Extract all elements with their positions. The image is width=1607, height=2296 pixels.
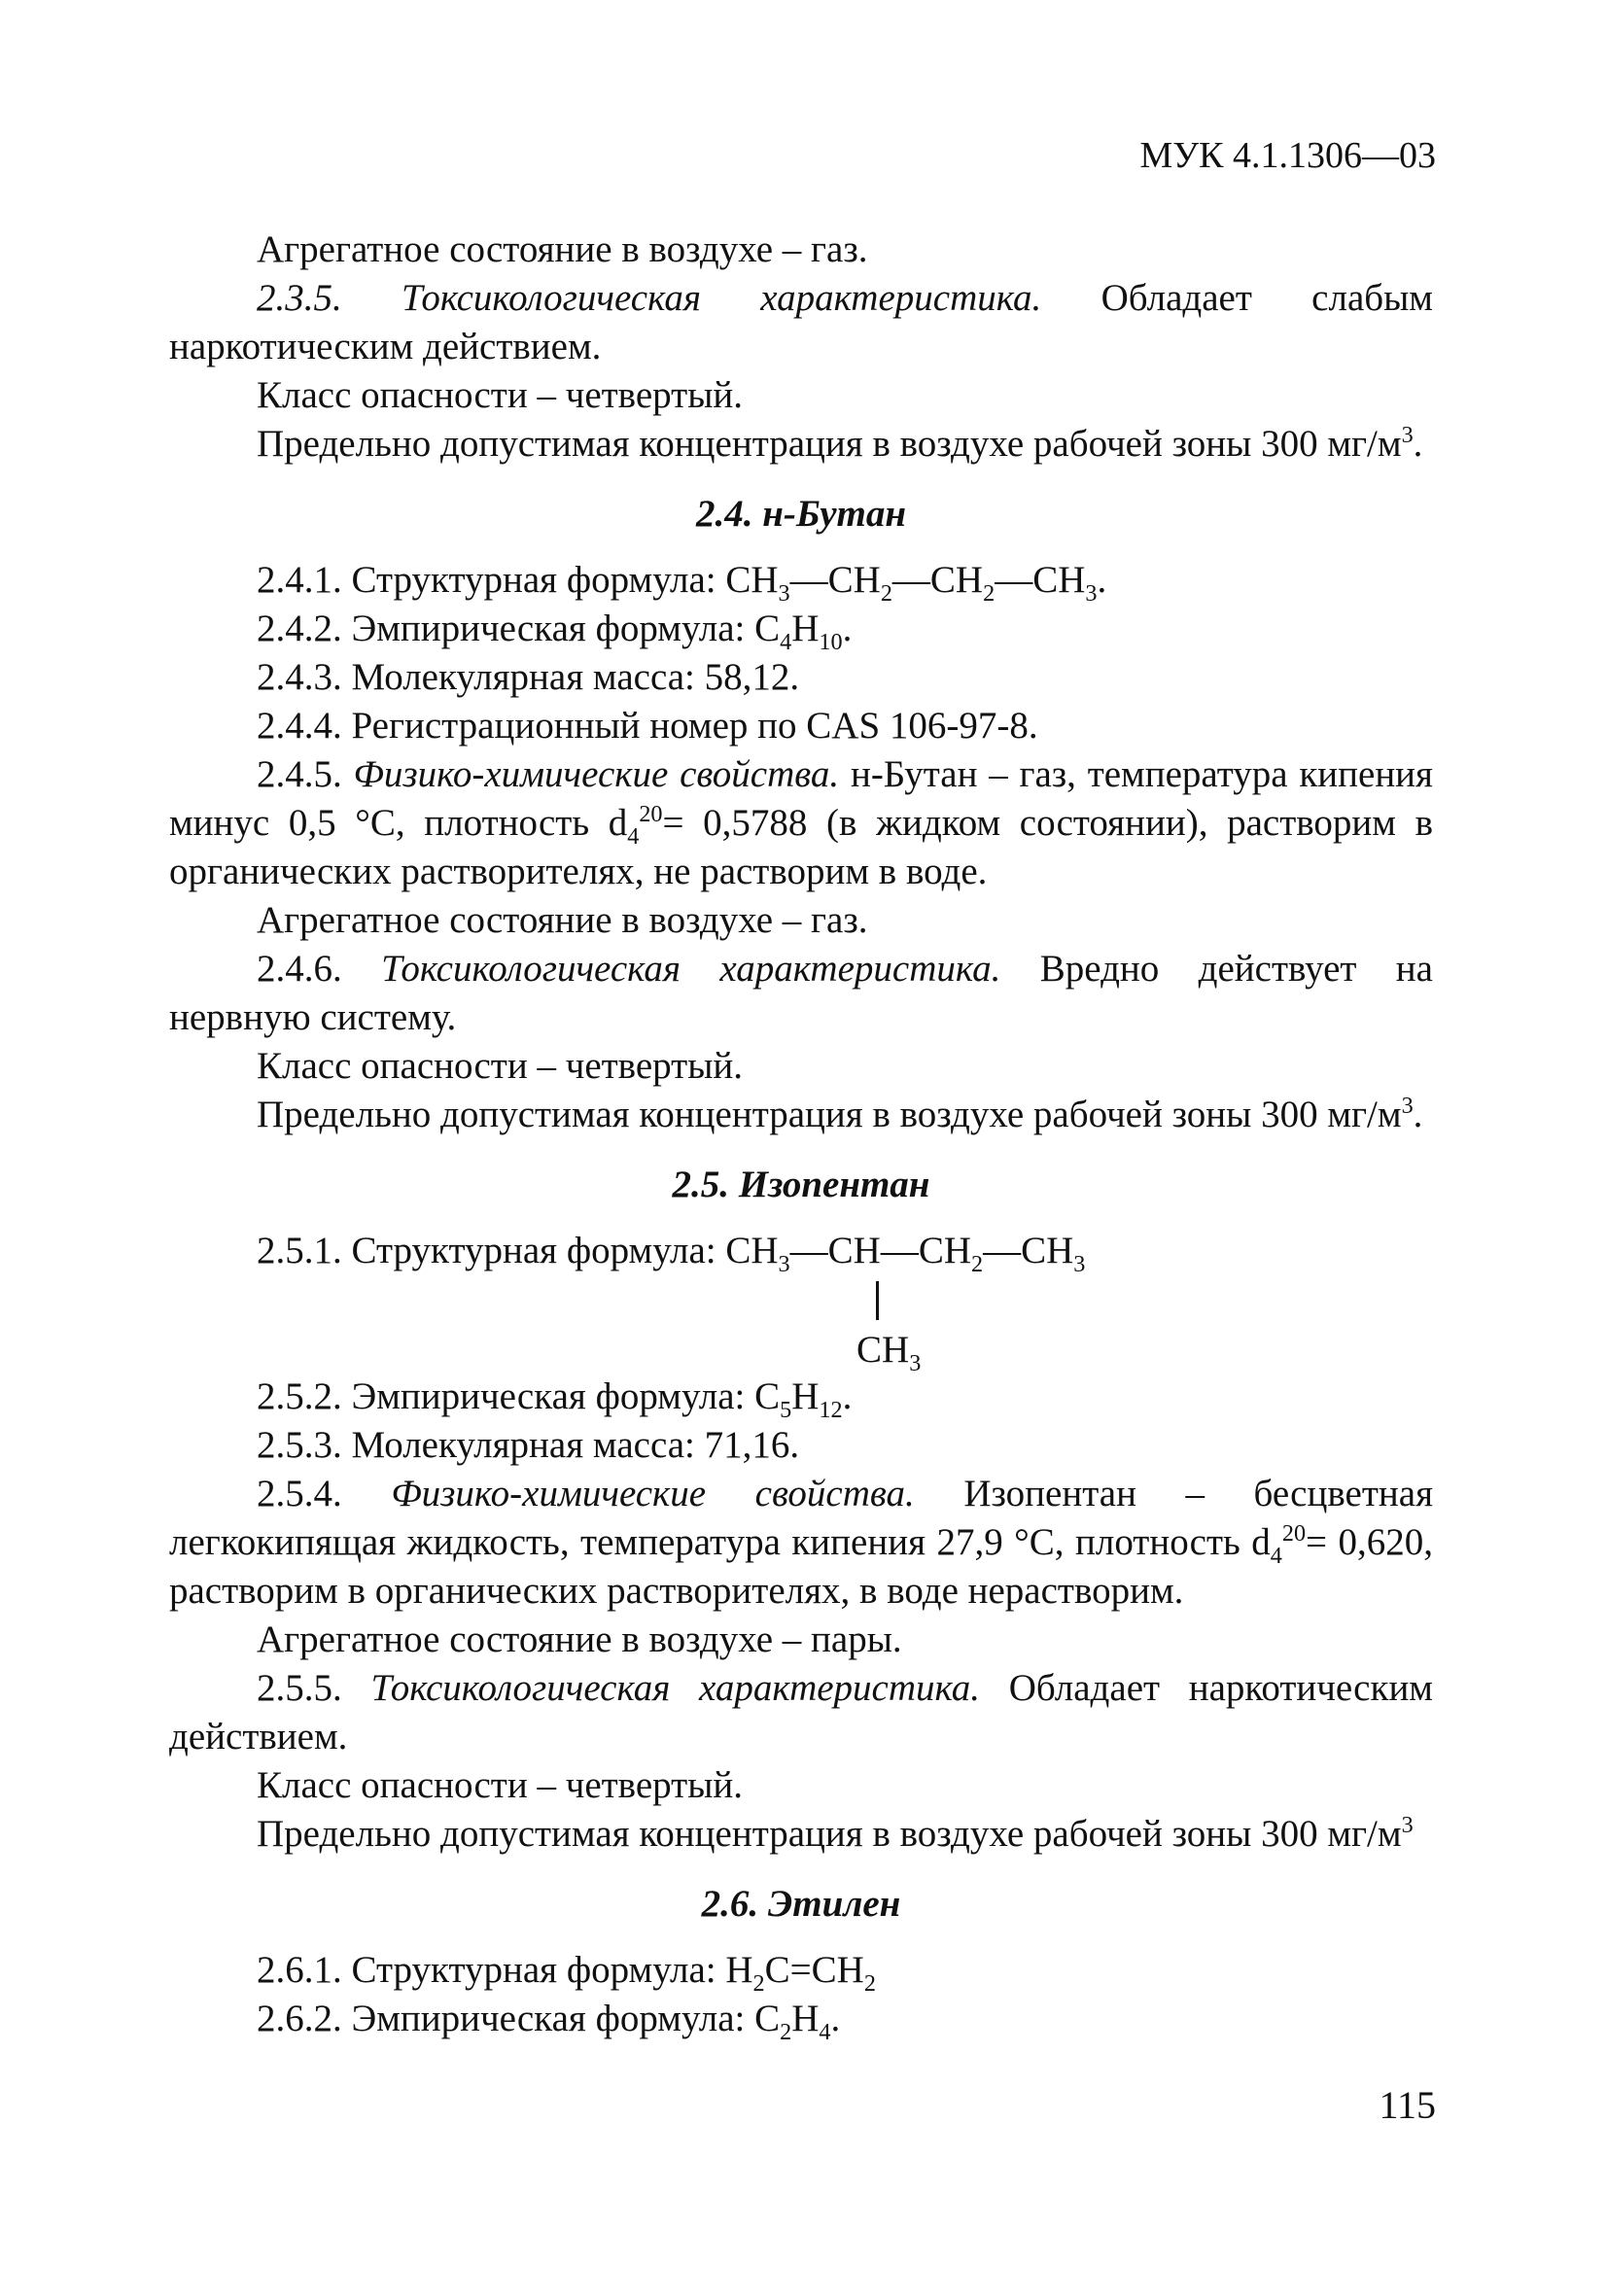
paragraph (169, 1761, 1433, 1810)
sub: 4 (1270, 1542, 1282, 1569)
text: 2.4.5. (257, 753, 342, 795)
formula-part: C (754, 1375, 781, 1417)
sub: 10 (819, 628, 843, 655)
paragraph (169, 371, 1433, 420)
formula-part: CH (1021, 1230, 1074, 1271)
section-heading: 2.4. н-Бутан (696, 493, 906, 535)
text: Обладает слабым наркотическим действием. (169, 277, 1433, 367)
formula-part: — (789, 1230, 828, 1271)
branch-ch3 (856, 1326, 921, 1374)
text: Агрегатное состояние в воздухе – газ. (257, 228, 868, 270)
paragraph (169, 1421, 1433, 1470)
sub: 3 (909, 1349, 922, 1376)
formula-part: CH (725, 1230, 779, 1271)
paragraph (169, 750, 1433, 896)
formula-part: CH (1032, 559, 1086, 601)
paragraph (169, 653, 1433, 702)
sup: 3 (1401, 1812, 1414, 1838)
formula-part: — (995, 559, 1033, 601)
section-heading: 2.6. Этилен (701, 1883, 901, 1925)
formula-part: H (791, 1998, 820, 2039)
text: . (1097, 559, 1107, 601)
text: Предельно допустимая концентрация в воздухе рабочей зоны 300 мг/м (257, 1813, 1402, 1855)
paragraph (169, 1042, 1433, 1091)
formula-part: CH (856, 1329, 910, 1371)
formula-part: — (880, 1230, 919, 1271)
text: Физико-химические свойства. (391, 1473, 915, 1514)
text: = 0,5788 (в жидком состоянии), растворим в органических растворителях, не растворим в воде. (169, 802, 1434, 892)
page-number: 115 (1379, 2083, 1436, 2127)
formula-part: — (891, 559, 930, 601)
sub: 2 (863, 1969, 876, 1997)
document-body (169, 226, 1433, 2043)
paragraph (169, 1664, 1433, 1761)
paragraph (169, 1227, 1433, 1275)
text: . (842, 608, 853, 649)
paragraph (169, 420, 1433, 469)
text: Класс опасности – четвертый. (257, 1045, 744, 1087)
formula-part: H (725, 1949, 753, 1991)
text: 2.6.1. Структурная формула: (257, 1949, 726, 1991)
formula-part: CH (725, 559, 779, 601)
formula-part: CH (827, 559, 881, 601)
sub: 12 (819, 1396, 843, 1423)
formula-part: CH (929, 559, 984, 601)
sub: 4 (780, 628, 792, 655)
formula-part: C (754, 1998, 781, 2039)
text: 2.5.1. Структурная формула: (257, 1230, 726, 1271)
text: . (1413, 423, 1423, 465)
formula-part: H (791, 608, 820, 649)
paragraph (169, 1373, 1433, 1421)
text: Предельно допустимая концентрация в воздухе рабочей зоны 300 мг/м (257, 423, 1402, 465)
text: Токсикологическая характеристика. (370, 1667, 981, 1709)
text: Изопентан – бесцветная легкокипящая жидкость, температура кипения 27,9 °С, плотность (169, 1473, 1434, 1563)
text: н-Бутан – газ, температура кипения минус 0,5 °С, плотность (169, 753, 1433, 844)
paragraph (169, 1470, 1433, 1616)
sup: 20 (1281, 1520, 1307, 1547)
sub: 3 (778, 579, 790, 607)
sub: 3 (1085, 579, 1098, 607)
sub: 2 (880, 579, 892, 607)
paragraph (169, 605, 1433, 653)
sub: 4 (627, 822, 640, 850)
text: Обладает наркотическим действием. (169, 1667, 1433, 1757)
sub: 3 (1073, 1250, 1086, 1277)
text: . (1413, 1094, 1423, 1135)
formula-part: d (1251, 1521, 1271, 1563)
section-heading: 2.5. Изопентан (672, 1164, 930, 1205)
text: Агрегатное состояние в воздухе – пары. (257, 1618, 902, 1660)
formula-part: C (764, 1949, 790, 1991)
sub: 3 (778, 1250, 790, 1277)
text: = 0,620, растворим в органических растворителях, в воде нерастворим. (169, 1521, 1433, 1612)
text: 2.3.5. (257, 277, 342, 319)
sub: 2 (971, 1250, 984, 1277)
paragraph (169, 556, 1433, 605)
text: Токсикологическая характеристика. (402, 277, 1042, 319)
paragraph (169, 1810, 1433, 1859)
formula-part: CH (811, 1949, 864, 1991)
paragraph (169, 896, 1433, 945)
text: Предельно допустимая концентрация в воздухе рабочей зоны 300 мг/м (257, 1094, 1402, 1135)
text: 2.6.2. Эмпирическая формула: (257, 1998, 755, 2039)
text: . (842, 1375, 853, 1417)
sup: 3 (1401, 1093, 1414, 1119)
paragraph (169, 1616, 1433, 1664)
text: Физико-химические свойства. (353, 753, 840, 795)
sub: 2 (983, 579, 996, 607)
paragraph (169, 1946, 1433, 1995)
formula-part: — (983, 1230, 1022, 1271)
sub: 2 (752, 1969, 765, 1997)
text: Класс опасности – четвертый. (257, 374, 744, 416)
formula-part: H (791, 1375, 820, 1417)
paragraph (169, 702, 1433, 750)
text: 2.4.3. Молекулярная масса: 58,12. (257, 656, 800, 698)
text: Токсикологическая характеристика. (381, 948, 1001, 990)
text: Агрегатное состояние в воздухе – газ. (257, 899, 868, 941)
formula-part: C (754, 608, 781, 649)
sup: 20 (639, 801, 663, 827)
sub: 2 (780, 2018, 792, 2045)
text: 2.5.2. Эмпирическая формула: (257, 1375, 755, 1417)
sup: 3 (1401, 422, 1414, 448)
paragraph (169, 274, 1433, 371)
paragraph (169, 226, 1433, 274)
formula-part: CH (827, 1230, 881, 1271)
text: 2.5.5. (257, 1667, 342, 1709)
paragraph (169, 1091, 1433, 1139)
text: 2.4.2. Эмпирическая формула: (257, 608, 755, 649)
formula-part: — (789, 559, 828, 601)
paragraph (169, 945, 1433, 1042)
text: 2.5.4. (257, 1473, 342, 1514)
text: 2.5.3. Молекулярная масса: 71,16. (257, 1424, 800, 1466)
text: 2.4.4. Регистрационный номер по CAS 106-97-8. (257, 705, 1038, 747)
sub: 4 (819, 2018, 831, 2045)
formula-branch (169, 1275, 1433, 1376)
document-code: МУК 4.1.1306—03 (1139, 135, 1436, 176)
text: . (830, 1998, 841, 2039)
formula-part: CH (918, 1230, 971, 1271)
formula-part: = (789, 1949, 812, 1991)
text: 2.4.1. Структурная формула: (257, 559, 726, 601)
text: Класс опасности – четвертый. (257, 1764, 744, 1806)
branch-bond (876, 1281, 879, 1320)
formula-part: d (608, 802, 628, 844)
sub: 5 (780, 1396, 792, 1423)
text: Вредно действует на нервную систему. (169, 948, 1433, 1038)
text: 2.4.6. (257, 948, 342, 990)
paragraph (169, 1995, 1433, 2043)
